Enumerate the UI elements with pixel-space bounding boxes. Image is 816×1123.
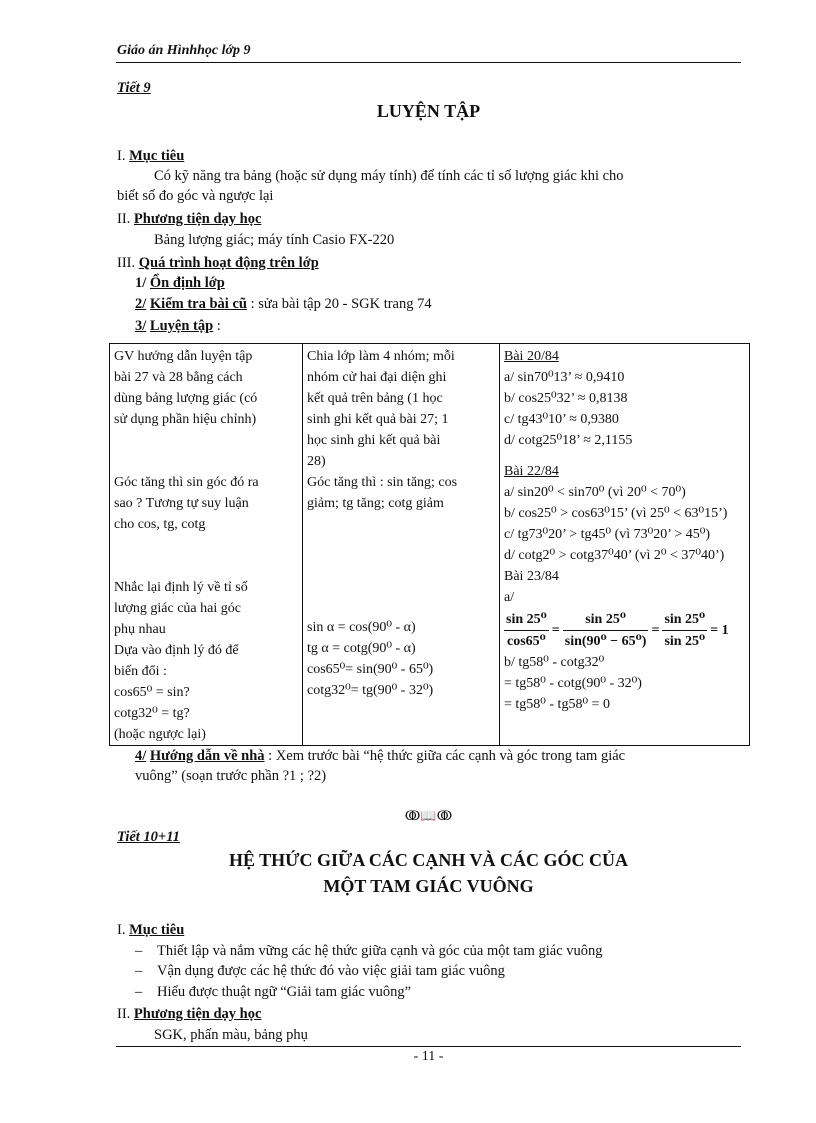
cell-line: học sinh ghi kết quả bài [307,433,441,448]
cell-line: phụ nhau [114,622,166,637]
step-number: 4/ [135,748,147,764]
section-number: III. [117,255,136,271]
cell-line: = tg58⁰ - tg58⁰ = 0 [504,697,610,712]
cell-line: cos65⁰ = sin? [114,685,190,700]
l10-materials: SGK, phấn màu, bảng phụ [154,1027,308,1043]
lesson-9-title: LUYỆN TẬP [376,101,481,121]
l9-step-2 [135,296,432,313]
section-title: Quá trình hoạt động trên lớp [138,255,319,271]
cell-line: cotg32⁰= tg(90⁰ - 32⁰) [307,683,434,698]
section-title: Phương tiện dạy học [133,1006,262,1022]
table-row [110,344,750,746]
section-separator-ornament: ↂ📖ↂ [404,808,453,823]
cell-line: giảm; tg tăng; cotg giảm [307,496,444,511]
step-title: Hướng dẫn về nhà [149,748,265,764]
numerator: sin 25⁰ [662,609,707,631]
dash-bullet: – [135,984,143,1000]
cell-line: sử dụng phần hiệu chỉnh) [114,412,257,427]
cell-line: d/ cotg25⁰18’ ≈ 2,1155 [504,433,633,448]
section-number: II. [117,1006,131,1022]
exercise-heading: Bài 20/84 [504,349,559,364]
teacher-activity-cell [110,344,303,746]
cell-line: dùng bảng lượng giác (có [114,391,258,406]
fraction-equation [504,608,745,652]
footer-rule [116,1046,741,1047]
lesson-10-label: Tiết 10+11 [117,829,180,845]
l9-materials: Bảng lượng giác; máy tính Casio FX-220 [154,232,395,248]
denominator: cos65⁰ [506,633,546,649]
objective-bullet [135,984,411,1001]
l9-objective-line-1: Có kỹ năng tra bảng (hoặc sử dụng máy tính) để tính các tỉ số lượng giác khi cho [154,168,624,184]
section-title: Mục tiêu [129,148,185,164]
cell-line: sinh ghi kết quả bài 27; 1 [307,412,449,427]
fraction [563,609,649,652]
cell-line: 28) [307,454,326,469]
l9-step-4 [135,748,625,765]
exercise-heading: Bài 22/84 [504,464,559,479]
l10-section-2-heading [117,1006,261,1023]
dash-bullet: – [135,943,143,959]
equals-sign: = [551,622,560,638]
student-activity-cell [303,344,500,746]
equation-result: = 1 [710,622,729,638]
cell-line: Nhắc lại định lý về tỉ số [114,580,248,595]
cell-line: nhóm cử hai đại diện ghi [307,370,447,385]
l9-step-1 [135,275,225,292]
lesson-9-label: Tiết 9 [117,80,151,96]
cell-line: Dựa vào định lý đó để [114,643,239,658]
lesson-10-title-line-2: MỘT TAM GIÁC VUÔNG [323,876,534,896]
l9-objective-line-2: biết số đo góc và ngược lại [117,188,274,204]
board-notes-cell [500,344,750,746]
header-rule [116,62,741,63]
cell-line: (hoặc ngược lại) [114,727,206,742]
cell-line: b/ tg58⁰ - cotg32⁰ [504,655,605,670]
cell-line: cotg32⁰ = tg? [114,706,190,721]
dash-bullet: – [135,963,143,979]
step-number: 1/ [135,275,147,291]
bullet-text: Hiểu được thuật ngữ “Giải tam giác vuông” [157,984,412,1000]
cell-line: cho cos, tg, cotg [114,517,206,532]
cell-line: sin α = cos(90⁰ - α) [307,620,416,635]
bullet-text: Thiết lập và nắm vững các hệ thức giữa cạnh và góc của một tam giác vuông [157,943,603,959]
exercise-heading: Bài 23/84 [504,569,559,584]
cell-line: lượng giác của hai góc [114,601,241,616]
objective-bullet [135,943,603,960]
step-title: Kiểm tra bài cũ [149,296,247,312]
section-number: II. [117,211,131,227]
objective-bullet [135,963,505,980]
section-number: I. [117,922,126,938]
step-text: : [216,318,221,334]
section-title: Phương tiện dạy học [133,211,262,227]
numerator: sin 25⁰ [563,609,649,631]
l9-section-2-heading [117,211,261,228]
step-text: : sửa bài tập 20 - SGK trang 74 [250,296,432,312]
step-title: Ổn định lớp [149,275,225,291]
lesson-10-title-line-1: HỆ THỨC GIỮA CÁC CẠNH VÀ CÁC GÓC CỦA [228,850,628,870]
fraction [504,609,549,652]
cell-line: biến đổi : [114,664,167,679]
cell-line: GV hướng dẫn luyện tập [114,349,253,364]
cell-line: b/ cos25⁰32’ ≈ 0,8138 [504,391,628,406]
cell-line: cos65⁰= sin(90⁰ - 65⁰) [307,662,434,677]
cell-line: sao ? Tương tự suy luận [114,496,249,511]
cell-line: Góc tăng thì : sin tăng; cos [307,475,458,490]
cell-line: a/ sin70⁰13’ ≈ 0,9410 [504,370,625,385]
l9-section-1-heading [117,148,184,165]
fraction [662,609,707,652]
l9-section-3-heading [117,255,319,272]
cell-line: kết quả trên bảng (1 học [307,391,443,406]
cell-line: Góc tăng thì sin góc đó ra [114,475,259,490]
cell-line: b/ cos25⁰ > cos63⁰15’ (vì 25⁰ < 63⁰15’) [504,506,728,521]
cell-line: = tg58⁰ - cotg(90⁰ - 32⁰) [504,676,642,691]
step-number: 2/ [135,296,147,312]
equals-sign: = [651,622,660,638]
cell-line: c/ tg43⁰10’ ≈ 0,9380 [504,412,619,427]
l10-section-1-heading [117,922,184,939]
step-text: : Xem trước bài “hệ thức giữa các cạnh và góc trong tam giác [268,748,626,764]
cell-line: a/ sin20⁰ < sin70⁰ (vì 20⁰ < 70⁰) [504,485,686,500]
page-number: - 11 - [413,1049,444,1064]
activity-table [109,343,750,746]
l9-step-4-cont: vuông” (soạn trước phần ?1 ; ?2) [135,768,327,784]
step-number: 3/ [135,318,147,334]
step-title: Luyện tập [149,318,214,334]
numerator: sin 25⁰ [504,609,549,631]
section-number: I. [117,148,126,164]
bullet-text: Vận dụng được các hệ thức đó vào việc giải tam giác vuông [157,963,505,979]
cell-line: bài 27 và 28 bằng cách [114,370,243,385]
cell-line: Chia lớp làm 4 nhóm; mỗi [307,349,455,364]
denominator: sin(90⁰ − 65⁰) [564,633,647,649]
section-title: Mục tiêu [129,922,185,938]
document-header: Giáo án Hìnhhọc lớp 9 [117,43,251,58]
denominator: sin 25⁰ [664,633,706,649]
cell-line: c/ tg73⁰20’ > tg45⁰ (vì 73⁰20’ > 45⁰) [504,527,711,542]
l9-step-3 [135,318,221,335]
cell-line: tg α = cotg(90⁰ - α) [307,641,416,656]
cell-line: a/ [504,590,515,605]
cell-line: d/ cotg2⁰ > cotg37⁰40’ (vì 2⁰ < 37⁰40’) [504,548,725,563]
